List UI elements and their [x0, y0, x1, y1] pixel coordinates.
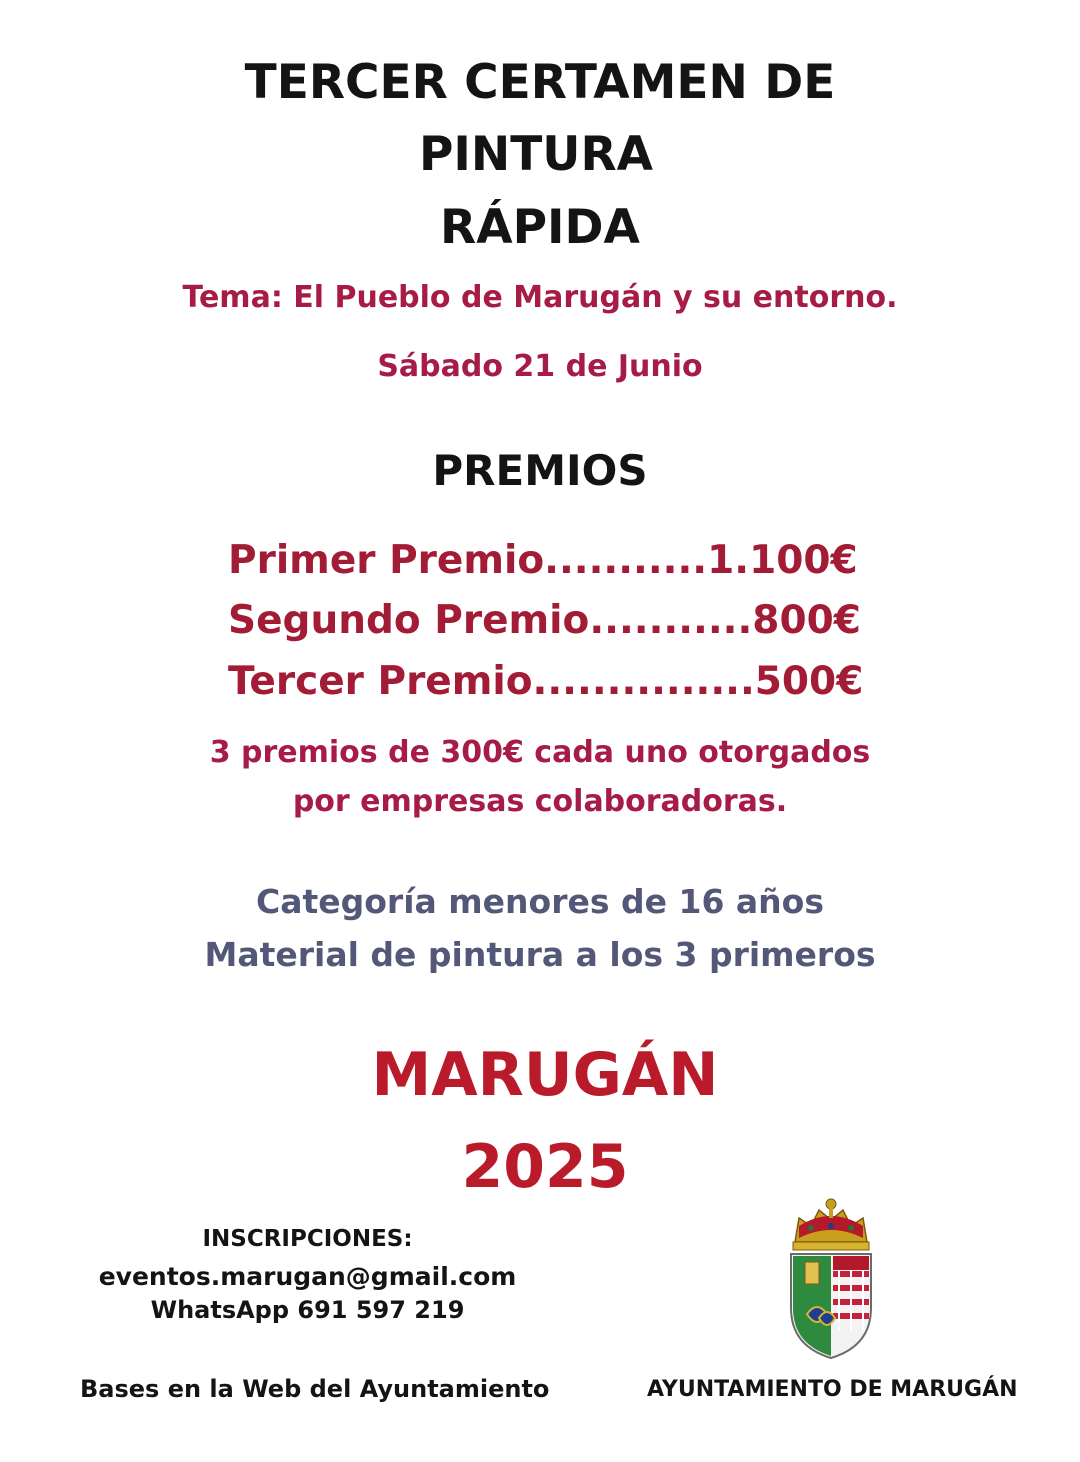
- third-prize: Tercer Premio...............500€: [228, 659, 864, 704]
- second-prize: Segundo Premio...........800€: [228, 598, 861, 643]
- extra-prizes-line-2: por empresas colaboradoras.: [292, 784, 788, 819]
- youth-category-line-1: Categoría menores de 16 años: [256, 882, 824, 921]
- event-year: 2025: [461, 1132, 629, 1202]
- theme-text: Tema: El Pueblo de Marugán y su entorno.: [182, 280, 898, 315]
- council-name: AYUNTAMIENTO DE MARUGÁN: [647, 1377, 1018, 1402]
- municipal-coat-of-arms-icon: [783, 1196, 879, 1360]
- poster-title-line-2: PINTURA: [418, 127, 654, 182]
- youth-category-line-2: Material de pintura a los 3 primeros: [204, 935, 876, 974]
- bases-note: Bases en la Web del Ayuntamiento: [80, 1375, 550, 1403]
- poster-title-line-1: TERCER CERTAMEN DE: [244, 55, 836, 110]
- registration-email[interactable]: eventos.marugan@gmail.com: [98, 1262, 517, 1291]
- prizes-heading: PREMIOS: [432, 446, 648, 495]
- registration-whatsapp[interactable]: WhatsApp 691 597 219: [150, 1296, 465, 1324]
- poster-title-line-3: RÁPIDA: [440, 200, 640, 255]
- extra-prizes-line-1: 3 premios de 300€ cada uno otorgados: [209, 735, 871, 770]
- first-prize: Primer Premio...........1.100€: [228, 538, 858, 583]
- event-date: Sábado 21 de Junio: [377, 349, 703, 384]
- town-name: MARUGÁN: [371, 1040, 719, 1110]
- registration-heading: INSCRIPCIONES:: [202, 1226, 413, 1252]
